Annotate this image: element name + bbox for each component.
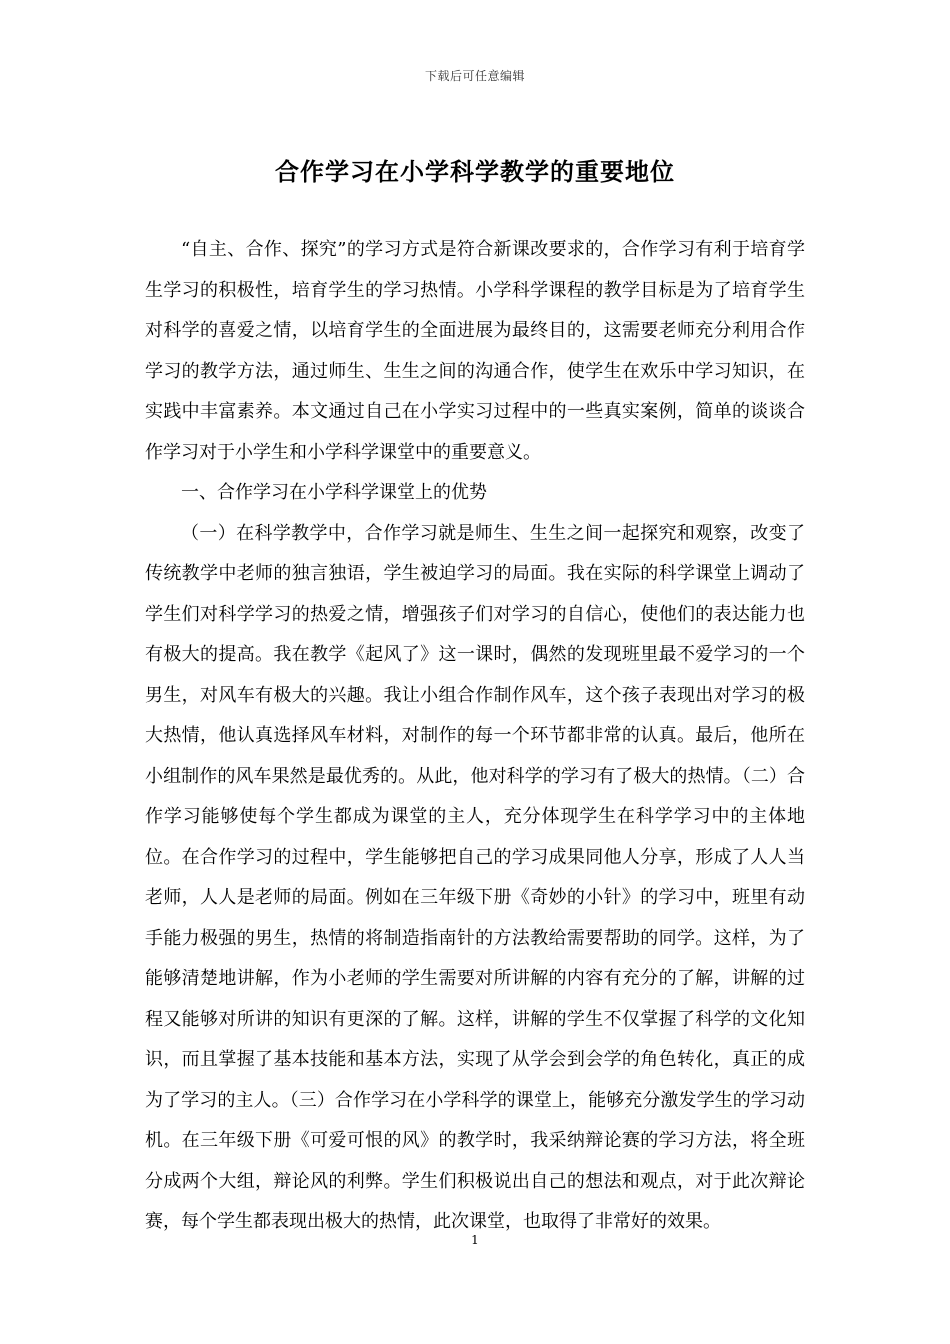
- page-number: 1: [471, 1233, 479, 1247]
- document-body: [145, 230, 805, 1243]
- body-paragraph: （一）在科学教学中，合作学习就是师生、生生之间一起探究和观察，改变了传统教学中老师的独言独语，学生被迫学习的局面。我在实际的科学课堂上调动了学生们对科学学习的热爱之情，增强孩子们对学习的自信心，使他们的表达能力也有极大的提高。我在教学《起风了》这一课时，偶然的发现班里最不爱学习的一个男生，对风车有极大的兴趣。我让小组合作制作风车，这个孩子表现出对学习的极大热情，他认真选择风车材料，对制作的每一个环节都非常的认真。最后，他所在小组制作的风车果然是最优秀的。从此，他对科学的学习有了极大的热情。（二）合作学习能够使每个学生都成为课堂的主人，充分体现学生在科学学习中的主体地位。在合作学习的过程中，学生能够把自己的学习成果同他人分享，形成了人人当老师，人人是老师的局面。例如在三年级下册《奇妙的小针》的学习中，班里有动手能力极强的男生，热情的将制造指南针的方法教给需要帮助的同学。这样，为了能够清楚地讲解，作为小老师的学生需要对所讲解的内容有充分的了解，讲解的过程又能够对所讲的知识有更深的了解。这样，讲解的学生不仅掌握了科学的文化知识，而且掌握了基本技能和基本方法，实现了从学会到会学的角色转化，真正的成为了学习的主人。（三）合作学习在小学科学的课堂上，能够充分激发学生的学习动机。在三年级下册《可爱可恨的风》的教学时，我采纳辩论赛的学习方法，将全班分成两个大组，辩论风的利弊。学生们积极说出自己的想法和观点，对于此次辩论赛，每个学生都表现出极大的热情，此次课堂，也取得了非常好的效果。: [145, 522, 805, 1232]
- section-heading: 一、合作学习在小学科学课堂上的优势: [181, 482, 487, 503]
- intro-paragraph: “自主、合作、探究”的学习方式是符合新课改要求的，合作学习有利于培育学生学习的积极性，培育学生的学习热情。小学科学课程的教学目标是为了培育学生对科学的喜爱之情，以培育学生的全面进展为最终目的，这需要老师充分利用合作学习的教学方法，通过师生、生生之间的沟通合作，使学生在欢乐中学习知识，在实践中丰富素养。本文通过自己在小学实习过程中的一些真实案例，简单的谈谈合作学习对于小学生和小学科学课堂中的重要意义。: [145, 239, 805, 463]
- document-title: 合作学习在小学科学教学的重要地位: [275, 157, 675, 186]
- header-note: 下载后可任意编辑: [424, 69, 525, 83]
